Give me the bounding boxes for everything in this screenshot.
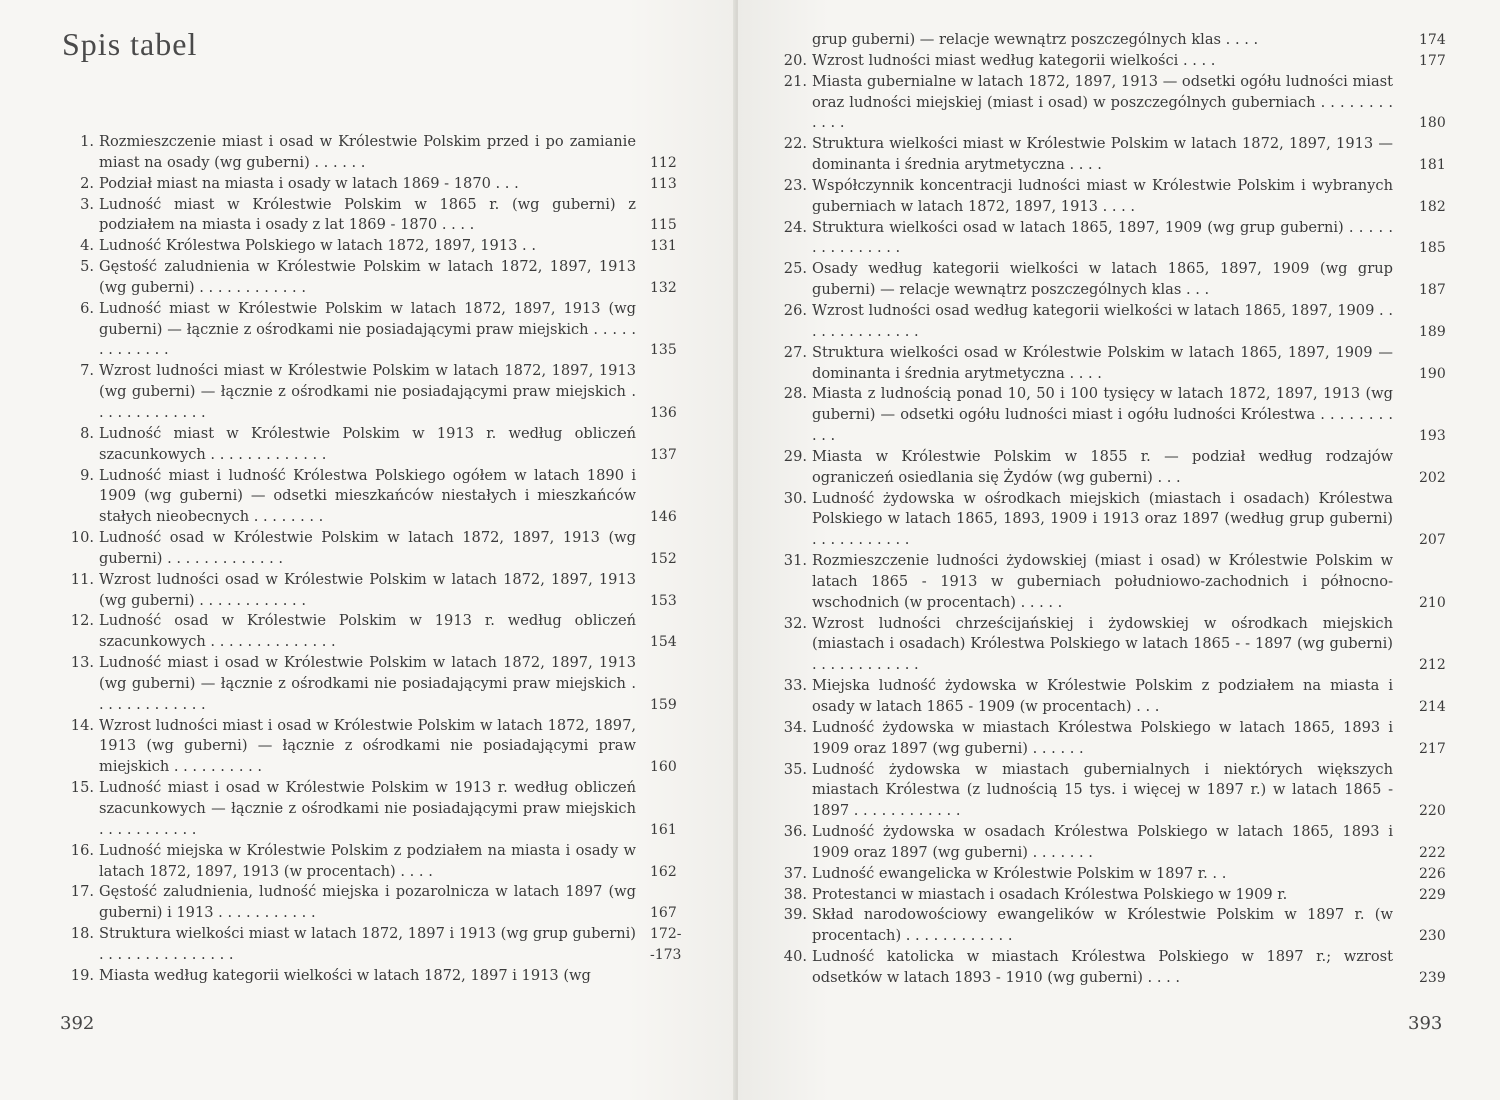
toc-entry-title: Wzrost ludności osad w Królestwie Polskim w latach 1872, 1897, 1913 (wg guberni) . . . . . . . . . . . . xyxy=(99,570,636,609)
toc-entry xyxy=(771,676,1471,718)
toc-entry xyxy=(58,924,698,966)
page-title: Spis tabel xyxy=(62,26,198,62)
toc-entry-number: 34. xyxy=(783,718,807,736)
toc-entry-title: Protestanci w miastach i osadach Królestwa Polskiego w 1909 r. xyxy=(812,885,1288,903)
toc-entry-number: 33. xyxy=(783,677,807,695)
toc-entry-number: 28. xyxy=(783,385,807,403)
toc-entry xyxy=(58,653,698,716)
toc-entry xyxy=(58,257,698,299)
toc-entry xyxy=(771,343,1471,385)
toc-entry-title: Gęstość zaludnienia, ludność miejska i pozarolnicza w latach 1897 (wg guberni) i 1913 . . . . . . . . . . . xyxy=(99,883,636,922)
toc-entry-title: Podział miast na miasta i osady w latach 1869 - 1870 . . . xyxy=(99,174,519,192)
toc-entry-number: 30. xyxy=(783,489,807,507)
toc-entry xyxy=(771,864,1471,885)
toc-entry-page: 174 xyxy=(1419,32,1446,48)
toc-entry xyxy=(771,72,1471,135)
toc-entry-title: Współczynnik koncentracji ludności miast w Królestwie Polskim i wybranych guberniach w latach 1872, 1897, 1913 . . . . xyxy=(812,176,1393,215)
toc-entry xyxy=(58,195,698,237)
toc-entry-number: 36. xyxy=(783,823,807,841)
toc-entry-title: Rozmieszczenie ludności żydowskiej (miast i osad) w Królestwie Polskim w latach 1865 - 1913 w guberniach południowo-zachodnich i północno-wschodnich (w procentach) . . . . . xyxy=(812,552,1393,611)
toc-entry-page: 189 xyxy=(1419,323,1446,340)
toc-entry-number: 37. xyxy=(783,864,807,882)
toc-entry-title: Ludność Królestwa Polskiego w latach 1872, 1897, 1913 . . xyxy=(99,237,536,255)
toc-entry-page: 154 xyxy=(650,634,677,651)
toc-entry-number: 19. xyxy=(70,966,94,984)
toc-entry xyxy=(58,466,698,529)
toc-entry-number: 39. xyxy=(783,906,807,924)
toc-entry-title: Ludność żydowska w miastach Królestwa Polskiego w latach 1865, 1893 i 1909 oraz 1897 (wg guberni) . . . . . . xyxy=(812,718,1393,757)
toc-entry-page: 193 xyxy=(1419,428,1446,445)
toc-entry xyxy=(771,718,1471,760)
toc-entry xyxy=(771,301,1471,343)
toc-entry-title: Miasta z ludnością ponad 10, 50 i 100 tysięcy w latach 1872, 1897, 1913 (wg guberni) — odsetki ogółu ludności miast i ogółu ludności Królestwa . . . . . . . . . . . xyxy=(812,385,1393,445)
toc-entry-page: 153 xyxy=(650,592,677,609)
toc-entry-page: 202 xyxy=(1419,469,1446,486)
left-page-number: 392 xyxy=(60,1013,95,1034)
toc-entry-title: Wzrost ludności osad według kategorii wielkości w latach 1865, 1897, 1909 . . . . . . . . . . . . . . xyxy=(812,301,1393,340)
toc-entry-title: Ludność osad w Królestwie Polskim w latach 1872, 1897, 1913 (wg guberni) . . . . . . . . . . . . . xyxy=(99,529,636,567)
toc-entry-number: 32. xyxy=(783,614,807,632)
toc-entry xyxy=(771,905,1471,947)
toc-entry-number: 4. xyxy=(80,237,94,255)
toc-entry-title: Gęstość zaludnienia w Królestwie Polskim w latach 1872, 1897, 1913 (wg guberni) . . . . . . . . . . . . xyxy=(99,258,636,296)
toc-entry xyxy=(58,570,698,612)
toc-entry-title: Wzrost ludności miast w Królestwie Polskim w latach 1872, 1897, 1913 (wg guberni) — łącznie z ośrodkami nie posiadającymi praw miejskich . . . . . . . . . . . . . xyxy=(99,362,636,421)
toc-entry xyxy=(771,218,1471,260)
toc-entry-title: grup guberni) — relacje wewnątrz poszczególnych klas . . . . xyxy=(812,31,1259,48)
toc-entry xyxy=(58,528,698,570)
toc-entry-page: 182 xyxy=(1419,198,1446,215)
toc-entry-number: 38. xyxy=(783,885,807,903)
toc-entry-page: 220 xyxy=(1419,803,1446,820)
toc-entry xyxy=(771,384,1471,447)
toc-entry-page: 113 xyxy=(650,175,677,192)
toc-entry xyxy=(771,259,1471,301)
toc-entry-number: 23. xyxy=(783,176,807,194)
toc-entry xyxy=(771,885,1471,906)
left-page xyxy=(0,0,738,1100)
toc-entry-title: Ludność żydowska w ośrodkach miejskich (miastach i osadach) Królestwa Polskiego w latach 1865, 1893, 1909 i 1913 oraz 1897 (według grup guberni) . . . . . . . . . . . xyxy=(812,489,1393,549)
toc-entry-number: 14. xyxy=(70,716,94,734)
toc-entry-title: Ludność miast w Królestwie Polskim w 1913 r. według obliczeń szacunkowych . . . . . . . . . . . . . xyxy=(99,424,636,463)
toc-entry-number: 22. xyxy=(783,135,807,153)
toc-entry-number: 17. xyxy=(70,883,94,901)
toc-entry-number: 16. xyxy=(70,841,94,859)
toc-entry-page: 137 xyxy=(650,446,677,463)
toc-entry-title: Ludność miast i ludność Królestwa Polskiego ogółem w latach 1890 i 1909 (wg guberni) — odsetki mieszkańców niestałych i mieszkańców stałych nieobecnych . . . . . . . . xyxy=(99,466,636,526)
toc-entry-page: 172- -173 xyxy=(650,926,682,963)
toc-entry-number: 11. xyxy=(70,570,94,588)
toc-entry xyxy=(58,174,698,195)
toc-entry-title: Wzrost ludności miast i osad w Królestwie Polskim w latach 1872, 1897, 1913 (wg guberni) — łącznie z ośrodkami nie posiadającymi praw miejskich . . . . . . . . . . xyxy=(99,716,636,776)
toc-entry-number: 35. xyxy=(783,760,807,778)
toc-entry-title: Ludność miast w Królestwie Polskim w 1865 r. (wg guberni) z podziałem na miasta i osady z lat 1869 - 1870 . . . . xyxy=(99,195,636,234)
toc-entry-page: 217 xyxy=(1419,740,1446,757)
toc-entry-page: 180 xyxy=(1419,115,1446,132)
toc-entry-page: 135 xyxy=(650,342,677,359)
toc-entry-page: 160 xyxy=(650,759,677,776)
right-entries-list xyxy=(771,30,1471,989)
toc-entry-number: 26. xyxy=(783,301,807,319)
toc-entry-title: Miasta gubernialne w latach 1872, 1897, 1913 — odsetki ogółu ludności miast oraz ludności miejskiej (miast i osad) w poszczególnych guberniach . . . . . . . . . . . . xyxy=(812,72,1394,132)
toc-entry-number: 8. xyxy=(80,424,94,442)
toc-entry-title: Ludność katolicka w miastach Królestwa Polskiego w 1897 r.; wzrost odsetków w latach 1893 - 1910 (wg guberni) . . . . xyxy=(812,948,1393,986)
toc-entry-title: Ludność żydowska w osadach Królestwa Polskiego w latach 1865, 1893 i 1909 oraz 1897 (wg guberni) . . . . . . . xyxy=(812,823,1393,861)
toc-entry-number: 18. xyxy=(70,925,94,943)
toc-entry-page: 177 xyxy=(1419,52,1446,69)
left-entries-list xyxy=(58,132,698,987)
toc-entry-number: 24. xyxy=(783,218,807,236)
toc-entry-page: 167 xyxy=(650,905,677,922)
toc-entry xyxy=(771,30,1471,51)
toc-entry-page: 230 xyxy=(1419,928,1446,945)
toc-entry xyxy=(58,424,698,466)
toc-entry-page: 146 xyxy=(650,509,677,526)
toc-entry-title: Struktura wielkości osad w latach 1865, 1897, 1909 (wg grup guberni) . . . . . . . . . . . . . . . xyxy=(812,218,1393,257)
toc-entry-page: 207 xyxy=(1419,532,1446,549)
toc-entry xyxy=(771,614,1471,677)
toc-entry xyxy=(58,611,698,653)
toc-entry-number: 21. xyxy=(783,72,807,90)
toc-entry xyxy=(771,947,1471,989)
toc-entry-page: 210 xyxy=(1419,594,1446,611)
toc-entry-number: 15. xyxy=(70,779,94,797)
toc-entry xyxy=(58,299,698,362)
toc-entry-page: 112 xyxy=(650,154,677,171)
toc-entry-title: Osady według kategorii wielkości w latach 1865, 1897, 1909 (wg grup guberni) — relacje wewnątrz poszczególnych klas . . . xyxy=(812,260,1393,299)
toc-entry-page: 190 xyxy=(1419,365,1446,382)
toc-entry-number: 7. xyxy=(80,362,94,380)
toc-entry-number: 2. xyxy=(80,174,94,192)
toc-entry-number: 10. xyxy=(70,529,94,547)
toc-entry xyxy=(771,551,1471,614)
toc-entry-number: 12. xyxy=(70,612,94,630)
toc-entry-title: Miasta w Królestwie Polskim w 1855 r. — podział według rodzajów ograniczeń osiedlania się Żydów (wg guberni) . . . xyxy=(812,447,1393,486)
toc-entry xyxy=(58,778,698,841)
toc-entry-title: Ludność żydowska w miastach gubernialnych i niektórych większych miastach Królestwa (z ludnością 15 tys. i więcej w 1897 r.) w latach 1865 - 1897 . . . . . . . . . . . . xyxy=(812,760,1393,820)
toc-entry-title: Ludność miast i osad w Królestwie Polskim w 1913 r. według obliczeń szacunkowych — łącznie z ośrodkami nie posiadającymi praw miejskich . . . . . . . . . . . xyxy=(99,779,636,838)
toc-entry-page: 239 xyxy=(1419,969,1446,986)
toc-entry-page: 187 xyxy=(1419,282,1446,299)
toc-entry-number: 5. xyxy=(80,258,94,276)
toc-entry xyxy=(771,760,1471,823)
toc-entry xyxy=(771,447,1471,489)
toc-entry-page: 131 xyxy=(650,238,677,255)
toc-entry-page: 214 xyxy=(1419,699,1446,715)
toc-entry xyxy=(58,361,698,424)
toc-entry xyxy=(58,841,698,883)
toc-entry-number: 29. xyxy=(783,447,807,465)
toc-entry-number: 6. xyxy=(80,299,94,317)
toc-entry xyxy=(771,489,1471,552)
toc-entry-title: Struktura wielkości miast w latach 1872, 1897 i 1913 (wg grup guberni) . . . . . . . . . . . . . . . xyxy=(99,925,636,963)
toc-entry-number: 40. xyxy=(783,948,807,966)
toc-entry-number: 3. xyxy=(80,195,94,213)
toc-entry-title: Rozmieszczenie miast i osad w Królestwie Polskim przed i po zamianie miast na osady (wg guberni) . . . . . . xyxy=(99,133,636,171)
toc-entry xyxy=(771,134,1471,176)
toc-entry-title: Wzrost ludności miast według kategorii wielkości . . . . xyxy=(812,51,1216,69)
toc-entry-page: 222 xyxy=(1419,844,1446,861)
toc-entry-page: 229 xyxy=(1419,886,1446,903)
toc-entry xyxy=(771,51,1471,72)
toc-entry-number: 13. xyxy=(70,654,94,672)
toc-entry-page: 115 xyxy=(650,217,677,234)
toc-entry-title: Ludność ewangelicka w Królestwie Polskim w 1897 r. . . xyxy=(812,864,1227,882)
toc-entry xyxy=(58,236,698,257)
toc-entry xyxy=(58,966,698,987)
right-page-number: 393 xyxy=(1408,1013,1443,1034)
toc-entry-title: Struktura wielkości osad w Królestwie Polskim w latach 1865, 1897, 1909 — dominanta i średnia arytmetyczna . . . . xyxy=(812,343,1393,382)
toc-entry-title: Struktura wielkości miast w Królestwie Polskim w latach 1872, 1897, 1913 — dominanta i średnia arytmetyczna . . . . xyxy=(812,135,1393,174)
toc-entry-title: Ludność osad w Królestwie Polskim w 1913 r. według obliczeń szacunkowych . . . . . . . . . . . . . . xyxy=(99,612,636,651)
toc-entry xyxy=(58,132,698,174)
toc-entry-title: Ludność miast i osad w Królestwie Polskim w latach 1872, 1897, 1913 (wg guberni) — łącznie z ośrodkami nie posiadającymi praw miejskich . . . . . . . . . . . . . xyxy=(99,654,636,713)
toc-entry-number: 1. xyxy=(80,133,94,150)
toc-entry-title: Ludność miast w Królestwie Polskim w latach 1872, 1897, 1913 (wg guberni) — łącznie z ośrodkami nie posiadającymi praw miejskich . . . . . . . . . . . . . xyxy=(99,299,636,359)
toc-entry-page: 152 xyxy=(650,550,677,567)
toc-entry-page: 185 xyxy=(1419,240,1446,257)
toc-entry xyxy=(771,176,1471,218)
toc-entry-page: 132 xyxy=(650,279,677,296)
toc-entry-number: 27. xyxy=(783,343,807,361)
toc-entry xyxy=(771,822,1471,864)
toc-entry-title: Wzrost ludności chrześcijańskiej i żydowskiej w ośrodkach miejskich (miastach i osadach) Królestwa Polskiego w latach 1865 - - 1897 (wg guberni) . . . . . . . . . . . . xyxy=(812,614,1393,674)
right-page xyxy=(738,0,1500,1100)
toc-entry-number: 20. xyxy=(783,51,807,69)
toc-entry-page: 162 xyxy=(650,863,677,880)
toc-entry-number: 31. xyxy=(783,552,807,570)
toc-entry-number: 25. xyxy=(783,260,807,278)
toc-entry xyxy=(58,716,698,779)
toc-entry-page: 136 xyxy=(650,404,677,421)
toc-entry-number: 9. xyxy=(80,466,94,484)
toc-entry-title: Skład narodowościowy ewangelików w Królestwie Polskim w 1897 r. (w procentach) . . . . . . . . . . . . xyxy=(812,906,1393,945)
toc-entry-title: Ludność miejska w Królestwie Polskim z podziałem na miasta i osady w latach 1872, 1897, 1913 (w procentach) . . . . xyxy=(99,841,636,880)
toc-entry xyxy=(58,882,698,924)
toc-entry-page: 181 xyxy=(1419,157,1446,174)
toc-entry-page: 159 xyxy=(650,696,677,713)
toc-entry-page: 161 xyxy=(650,821,677,838)
toc-entry-title: Miejska ludność żydowska w Królestwie Polskim z podziałem na miasta i osady w latach 1865 - 1909 (w procentach) . . . xyxy=(812,677,1393,715)
toc-entry-page: 212 xyxy=(1419,657,1446,674)
toc-entry-page: 226 xyxy=(1419,865,1446,882)
toc-entry-title: Miasta według kategorii wielkości w latach 1872, 1897 i 1913 (wg xyxy=(99,966,591,984)
